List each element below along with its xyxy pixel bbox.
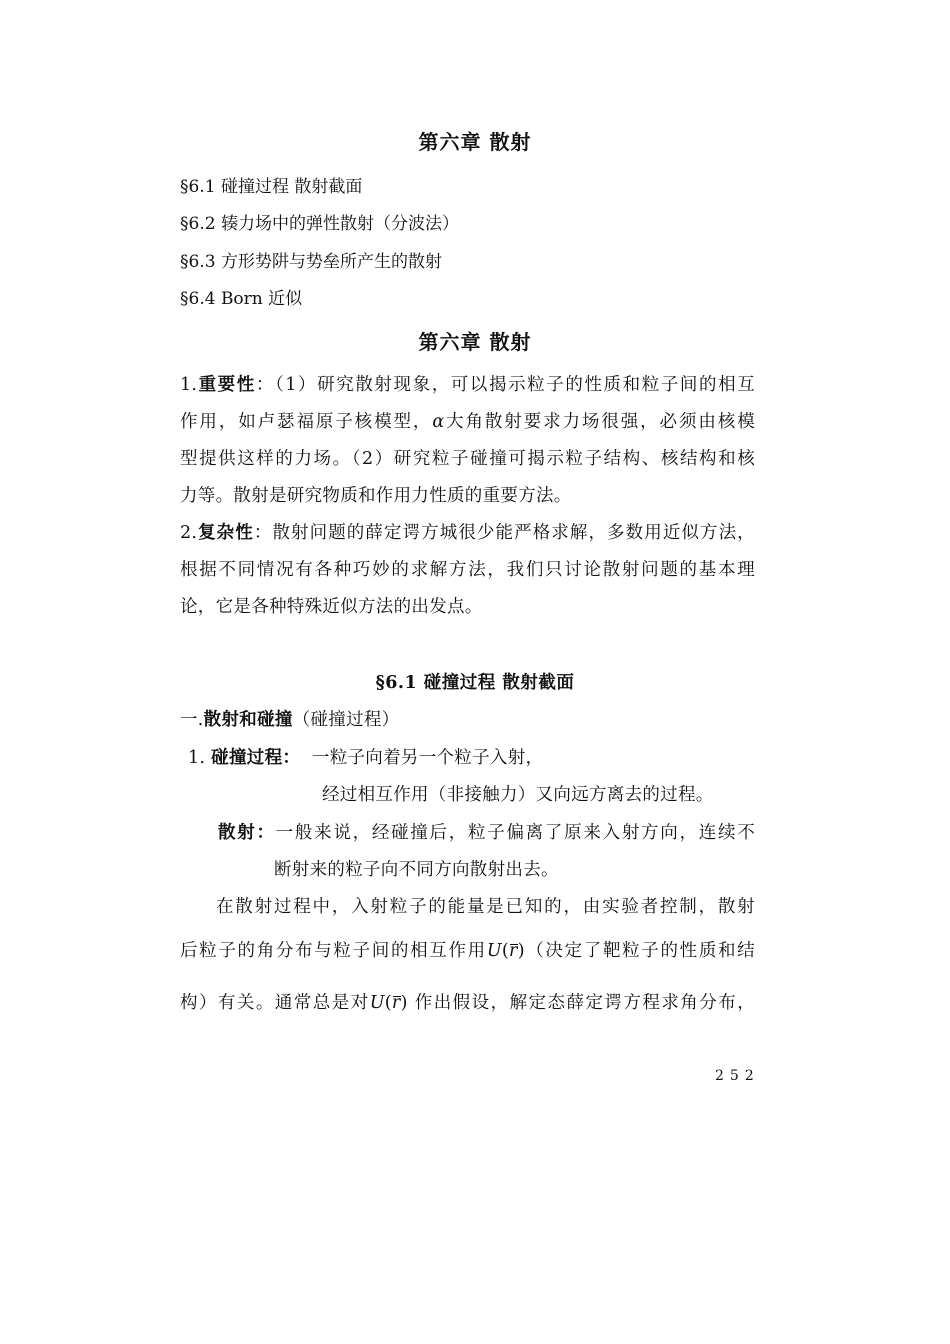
- vector-r-2: r: [391, 993, 401, 1013]
- chapter-title: 第六章 散射: [418, 130, 532, 154]
- para-line3-b: 作出假设，解定态薛定谔方程求角分布，: [414, 993, 755, 1013]
- intro-p2-label: 复杂性: [197, 523, 254, 543]
- intro-p1-line1-text: ：（1）研究散射现象，可以揭示粒子的性质和粒子间的相互: [255, 375, 755, 395]
- intro-p1-line2: [180, 408, 755, 433]
- collision-label: 碰撞过程：: [211, 748, 301, 768]
- alpha-symbol: α: [432, 412, 445, 432]
- collision-text-1: 一粒子向着另一个粒子入射，: [311, 748, 544, 768]
- toc-item-6-2: §6.2 辏力场中的弹性散射（分波法）: [180, 214, 459, 234]
- vector-r: r: [509, 941, 518, 961]
- toc-item-6-3: §6.3 方形势阱与势垒所产生的散射: [180, 252, 442, 272]
- para-line3-a: 构）有关。通常总是对: [180, 993, 370, 1013]
- para-line2: 后粒子的角分布与粒子间的相互作用U(r)（决定了靶粒子的性质和结: [180, 941, 755, 961]
- section-6-1-title: §6.1 碰撞过程 散射截面: [375, 673, 575, 693]
- subsection-1-heading: [180, 706, 755, 731]
- collision-num: 1.: [188, 748, 206, 768]
- scattering-line2: 断射来的粒子向不同方向散射出去。: [274, 860, 559, 880]
- subsection-1-paren: （碰撞过程）: [292, 710, 400, 730]
- scattering-line1: [218, 819, 755, 844]
- subsection-1-label: 散射和碰撞: [203, 710, 293, 730]
- intro-p1-line3: 型提供这样的力场。（2）研究粒子碰撞可揭示粒子结构、核结构和核: [180, 449, 755, 469]
- subsection-1-num: 一.: [180, 710, 204, 730]
- intro-p1-label: 重要性: [197, 375, 256, 395]
- page-number: 252: [715, 1068, 760, 1084]
- intro-p2-num: 2.: [180, 523, 198, 543]
- para-line2-a: 后粒子的角分布与粒子间的相互作用: [180, 941, 487, 961]
- intro-p1-line2-a: 作用，如卢瑟福原子核模型，: [180, 412, 433, 432]
- intro-p1-line4: 力等。散射是研究物质和作用力性质的重要方法。: [180, 486, 572, 506]
- potential-U: U: [486, 941, 502, 961]
- toc-item-6-4: §6.4 Born 近似: [180, 289, 303, 309]
- intro-p1-num: 1.: [180, 375, 198, 395]
- intro-p2-line3: 论，它是各种特殊近似方法的出发点。: [180, 597, 483, 617]
- collision-line2: 经过相互作用（非接触力）又向远方离去的过程。: [322, 785, 714, 805]
- para-line1: 在散射过程中，入射粒子的能量是已知的，由实验者控制，散射: [216, 897, 755, 917]
- chapter-title-repeat: 第六章 散射: [418, 330, 532, 354]
- toc-item-6-1: §6.1 碰撞过程 散射截面: [180, 177, 363, 197]
- para-line3: 构）有关。通常总是对U(r) 作出假设，解定态薛定谔方程求角分布，: [180, 993, 755, 1013]
- para-line2-b: （决定了靶粒子的性质和结: [524, 941, 755, 961]
- intro-p2-line1: [180, 519, 755, 544]
- scattering-label: 散射：: [218, 823, 276, 843]
- collision-line1: [188, 744, 763, 769]
- intro-p1-line1: [180, 371, 755, 396]
- potential-U-2: U: [369, 993, 385, 1013]
- intro-p1-line2-b: 大角散射要求力场很强，必须由核模: [444, 412, 755, 432]
- intro-p2-line1-text: ：散射问题的薛定谔方城很少能严格求解，多数用近似方法，: [253, 523, 755, 543]
- intro-p2-line2: 根据不同情况有各种巧妙的求解方法，我们只讨论散射问题的基本理: [180, 560, 755, 580]
- scattering-text-1: 一般来说，经碰撞后，粒子偏离了原来入射方向，连续不: [275, 823, 756, 843]
